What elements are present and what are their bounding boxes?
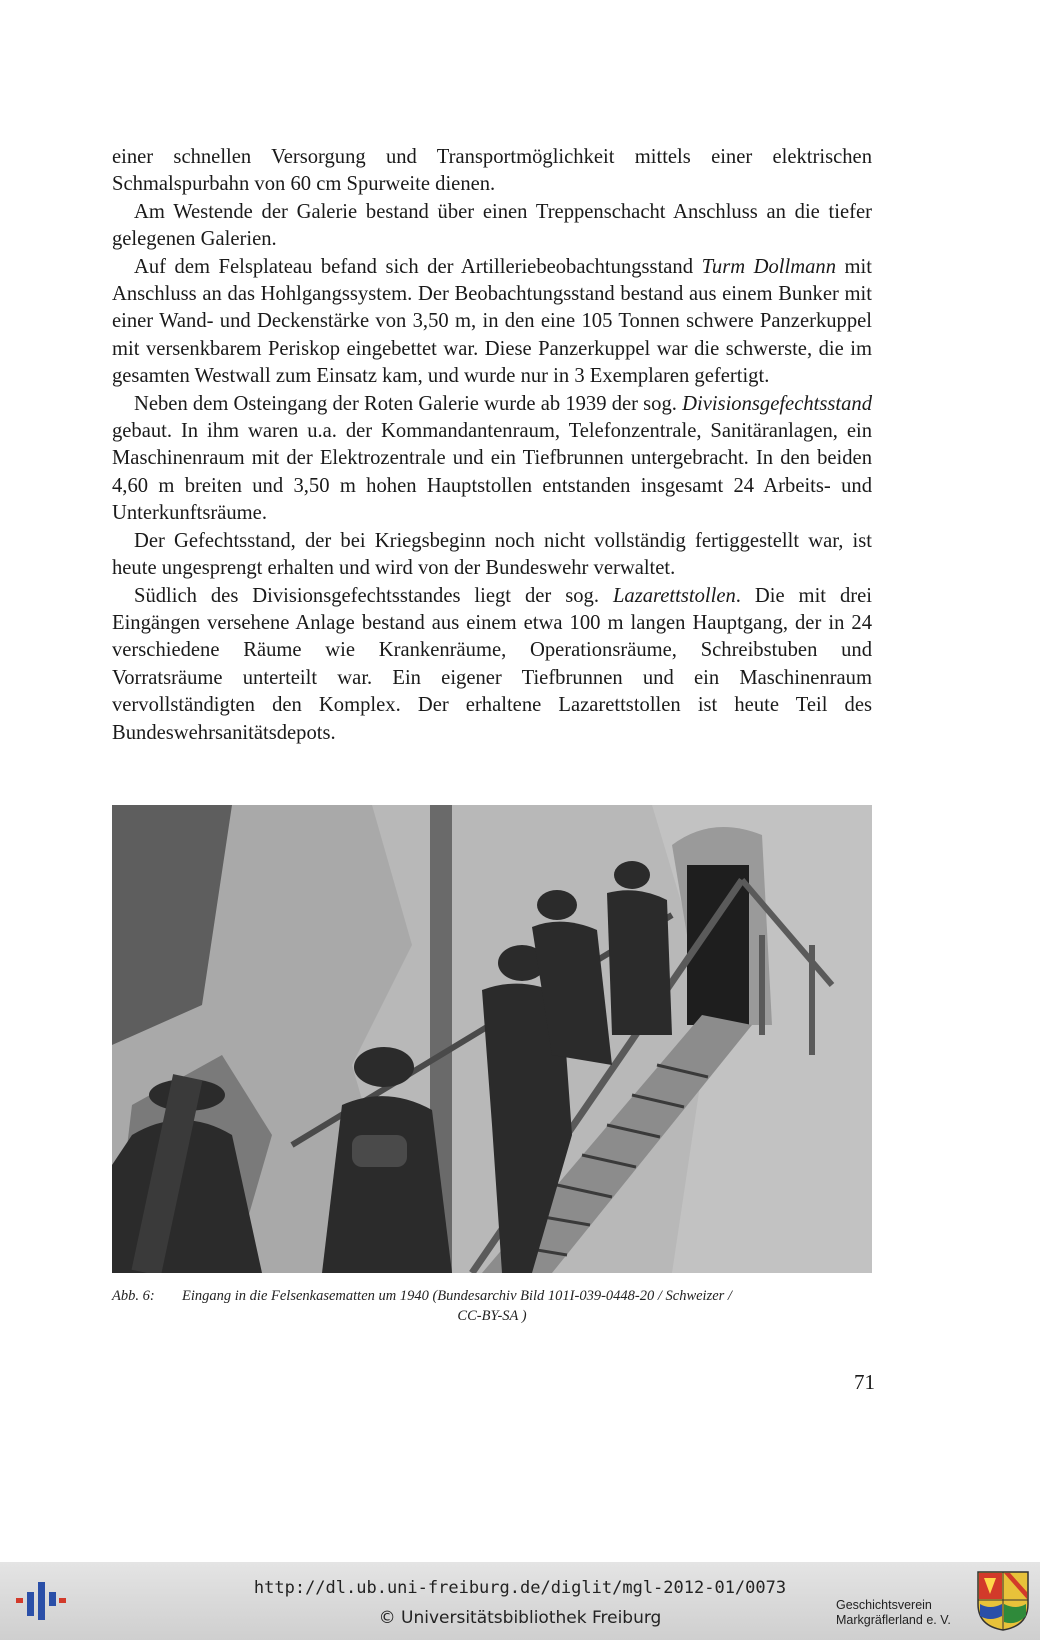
figure-label: Abb. 6:: [112, 1288, 155, 1304]
paragraph: Auf dem Felsplateau befand sich der Artilleriebeobachtungsstand Turm Dollmann mit Anschluss an das Hohlgangssystem. Der Beobachtungsstand bestand aus einem Bunker mit einer Wand- und Deckenstärke von 3,50 m, in den eine 105 Tonnen schwere Panzerkuppel mit versenkbarem Periskop eingebettet war. Diese Panzerkuppel war die schwerste, die im gesamten Westwall zum Einsatz kam, und wurde nur in 3 Exemplaren gefertigt.: [112, 255, 872, 388]
paragraph: Der Gefechtsstand, der bei Kriegsbeginn noch nicht vollständig fertiggestellt war, ist heute ungesprengt erhalten und wird von der Bundeswehr verwaltet.: [112, 529, 872, 580]
paragraph: Am Westende der Galerie bestand über einen Treppenschacht Anschluss an die tiefer gelegenen Galerien.: [112, 200, 872, 251]
paragraph: Neben dem Osteingang der Roten Galerie wurde ab 1939 der sog. Divisionsgefechtsstand gebaut. In ihm waren u.a. der Kommandantenraum, Telefonzentrale, Sanitäranlagen, ein Maschinenraum mit der Elektrozentrale und ein Tiefbrunnen untergebracht. In den beiden 4,60 m breiten und 3,50 m hohen Hauptstollen entstanden insgesamt 24 Arbeits- und Unterkunftsräume.: [112, 392, 872, 525]
footer-bar: [0, 1562, 1040, 1640]
page-number: 71: [854, 1370, 875, 1394]
figure-caption: [112, 1286, 872, 1326]
italic-term: Divisionsgefechtsstand: [682, 392, 872, 415]
coat-of-arms-icon: [976, 1570, 1030, 1632]
italic-term: Lazarettstollen: [612, 584, 736, 607]
caption-text-continued: CC-BY-SA ): [457, 1308, 527, 1324]
photo-soldiers-stairs-icon: [112, 805, 872, 1273]
body-text: [112, 144, 872, 747]
caption-text: Eingang in die Felsenkasematten um 1940 (Bundesarchiv Bild 101I-039-0448-20 / Schweizer /: [182, 1288, 732, 1304]
copyright-text: © Universitätsbibliothek Freiburg: [378, 1608, 662, 1628]
italic-term: Turm Dollmann: [701, 255, 836, 278]
document-url-link[interactable]: http://dl.ub.uni-freiburg.de/diglit/mgl-2012-01/0073: [253, 1578, 787, 1598]
paragraph: einer schnellen Versorgung und Transportmöglichkeit mittels einer elektrischen Schmalspurbahn von 60 cm Spurweite dienen.: [112, 146, 872, 196]
paragraph: Südlich des Divisionsgefechtsstandes liegt der sog. Lazarettstollen. Die mit drei Eingängen versehene Anlage bestand aus einem etwa 100 m langen Hauptgang, der in 24 verschiedene Räume wie Krankenräume, Operationsräume, Schreibstuben und Vorratsräume unterteilt war. Ein eigener Tiefbrunnen und ein Maschinenraum vervollständigten den Komplex. Der erhaltene Lazarettstollen ist heute Teil des Bundeswehrsanitätsdepots.: [112, 584, 872, 744]
society-name: Geschichtsverein Markgräflerland e. V.: [836, 1598, 951, 1627]
ub-freiburg-logo-icon[interactable]: [14, 1580, 66, 1622]
historic-photo: [112, 805, 872, 1273]
